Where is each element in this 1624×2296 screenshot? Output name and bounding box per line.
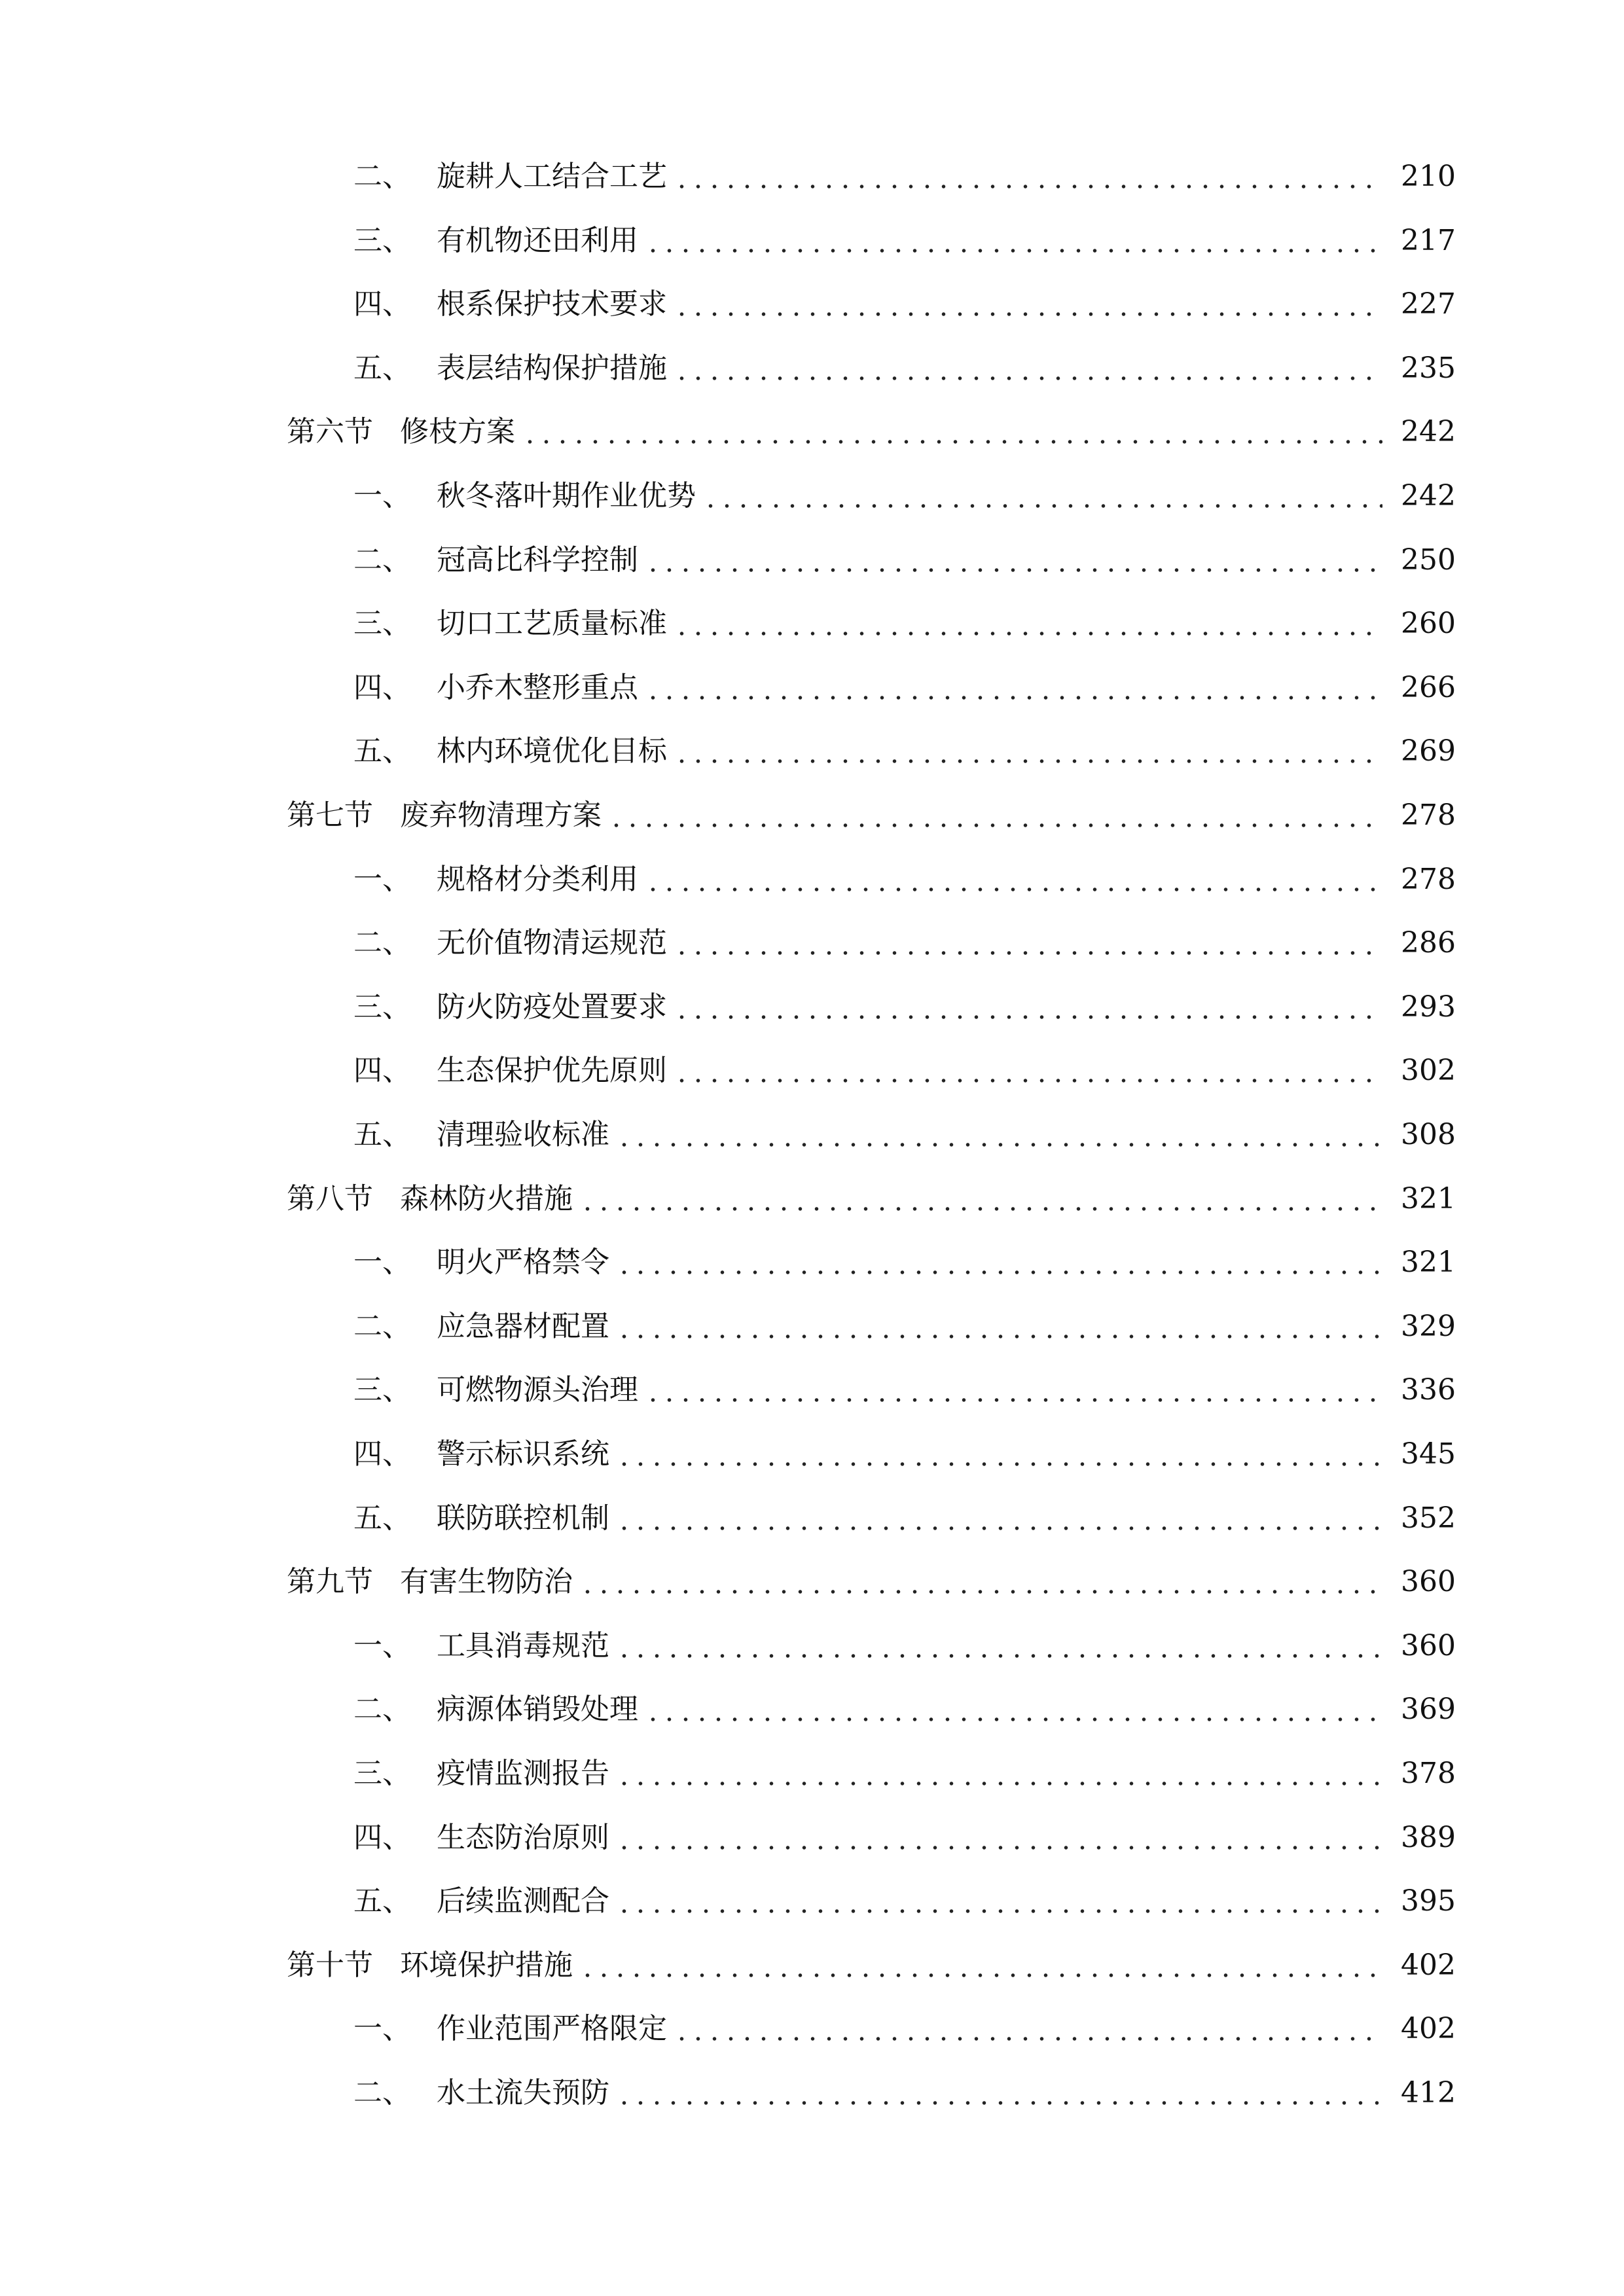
toc-dot-leader	[645, 696, 1382, 700]
toc-page-number: 278	[1401, 798, 1456, 832]
toc-entry-number: 三、	[353, 607, 411, 641]
toc-section-entry[interactable]	[0, 784, 1624, 847]
toc-page-number: 336	[1401, 1373, 1456, 1407]
toc-page-number: 360	[1401, 1628, 1456, 1662]
toc-subsection-entry[interactable]	[0, 465, 1624, 528]
toc-entry-number: 四、	[353, 1054, 411, 1088]
toc-dot-leader	[645, 568, 1382, 572]
toc-entry-label	[0, 479, 696, 512]
toc-entry-label	[0, 1246, 609, 1280]
toc-page-number: 210	[1401, 160, 1456, 193]
toc-entry-number: 一、	[353, 2012, 411, 2046]
toc-entry-number: 二、	[353, 926, 411, 960]
toc-subsection-entry[interactable]	[0, 912, 1624, 975]
toc-page-number: 402	[1401, 1948, 1456, 1982]
toc-entry-number: 一、	[353, 1628, 411, 1662]
toc-entry-label	[0, 1759, 609, 1788]
toc-page-number: 412	[1401, 2076, 1456, 2109]
toc-page-number: 260	[1401, 607, 1456, 641]
toc-subsection-entry[interactable]	[0, 1295, 1624, 1358]
toc-subsection-entry[interactable]	[0, 1615, 1624, 1677]
toc-entry-number: 二、	[353, 543, 411, 577]
toc-entry-label	[0, 1820, 609, 1854]
toc-subsection-entry[interactable]	[0, 2062, 1624, 2125]
toc-page-number: 250	[1401, 543, 1456, 577]
toc-entry-number: 四、	[353, 670, 411, 704]
toc-dot-leader	[645, 1398, 1382, 1402]
toc-page-number: 389	[1401, 1820, 1456, 1854]
toc-entry-label	[0, 926, 667, 960]
toc-dot-leader	[674, 2037, 1382, 2041]
toc-entry-label	[0, 1118, 609, 1151]
toc-dot-leader	[616, 1846, 1382, 1850]
toc-entry-title: 旋耕人工结合工艺	[437, 160, 667, 193]
toc-page-number: 395	[1401, 1884, 1456, 1918]
toc-section-entry[interactable]	[0, 1934, 1624, 1997]
toc-entry-number: 三、	[353, 1757, 411, 1790]
toc-subsection-entry[interactable]	[0, 1039, 1624, 1102]
toc-entry-title: 冠高比科学控制	[437, 543, 638, 577]
toc-entry-title: 警示标识系统	[437, 1437, 609, 1471]
toc-entry-number: 二、	[353, 1693, 411, 1727]
toc-entry-title: 废弃物清理方案	[400, 798, 602, 832]
toc-entry-number: 一、	[353, 1246, 411, 1280]
toc-entry-number: 五、	[353, 1501, 411, 1535]
toc-entry-label	[0, 1693, 638, 1727]
toc-entry-title: 可燃物源头治理	[437, 1373, 638, 1407]
toc-page-number: 269	[1401, 734, 1456, 768]
toc-page-number: 329	[1401, 1309, 1456, 1343]
toc-entry-title: 生态保护优先原则	[437, 1054, 667, 1088]
toc-dot-leader	[616, 1143, 1382, 1147]
toc-subsection-entry[interactable]	[0, 1423, 1624, 1486]
toc-dot-leader	[616, 1462, 1382, 1466]
toc-entry-title: 无价值物清运规范	[437, 926, 667, 960]
toc-entry-number: 五、	[353, 1118, 411, 1151]
toc-subsection-entry[interactable]	[0, 592, 1624, 655]
toc-subsection-entry[interactable]	[0, 976, 1624, 1039]
toc-subsection-entry[interactable]	[0, 1487, 1624, 1550]
toc-entry-title: 疫情监测报告	[437, 1757, 609, 1790]
toc-subsection-entry[interactable]	[0, 273, 1624, 336]
toc-entry-number: 第七节	[287, 798, 373, 832]
toc-subsection-entry[interactable]	[0, 1678, 1624, 1741]
toc-entry-number: 五、	[353, 351, 411, 385]
toc-dot-leader	[616, 2101, 1382, 2105]
toc-subsection-entry[interactable]	[0, 337, 1624, 400]
toc-entry-label	[0, 1565, 573, 1599]
toc-dot-leader	[616, 1526, 1382, 1530]
toc-page-number: 286	[1401, 926, 1456, 960]
toc-dot-leader	[674, 759, 1382, 763]
toc-page-number: 235	[1401, 351, 1456, 385]
toc-entry-label	[0, 543, 638, 577]
toc-entry-title: 表层结构保护措施	[437, 351, 667, 385]
toc-dot-leader	[616, 1782, 1382, 1785]
toc-entry-number: 第十节	[287, 1948, 373, 1982]
toc-entry-label	[0, 1948, 573, 1982]
toc-entry-title: 根系保护技术要求	[437, 287, 667, 321]
toc-entry-number: 四、	[353, 1437, 411, 1471]
toc-entry-label	[0, 415, 515, 449]
toc-entry-title: 工具消毒规范	[437, 1628, 609, 1662]
toc-dot-leader	[645, 249, 1382, 253]
toc-page-number: 402	[1401, 2012, 1456, 2046]
toc-entry-label	[0, 351, 667, 385]
toc-entry-number: 二、	[353, 2076, 411, 2109]
toc-entry-label	[0, 990, 667, 1024]
toc-entry-label	[0, 223, 638, 257]
toc-entry-label	[0, 1884, 609, 1918]
toc-entry-title: 环境保护措施	[400, 1948, 573, 1982]
toc-dot-leader	[645, 888, 1382, 891]
toc-entry-title: 清理验收标准	[437, 1118, 609, 1151]
toc-entry-number: 五、	[353, 1884, 411, 1918]
toc-entry-title: 应急器材配置	[437, 1309, 609, 1343]
toc-subsection-entry[interactable]	[0, 1870, 1624, 1933]
toc-entry-label	[0, 798, 602, 832]
toc-page-number: 278	[1401, 862, 1456, 896]
toc-section-entry[interactable]	[0, 1168, 1624, 1230]
toc-entry-title: 作业范围严格限定	[437, 2012, 667, 2046]
toc-dot-leader	[674, 185, 1382, 188]
toc-page-number: 293	[1401, 990, 1456, 1024]
toc-page-number: 369	[1401, 1693, 1456, 1727]
toc-subsection-entry[interactable]	[0, 209, 1624, 272]
toc-subsection-entry[interactable]	[0, 720, 1624, 783]
toc-page-number: 321	[1401, 1246, 1456, 1280]
toc-entry-number: 三、	[353, 1373, 411, 1407]
toc-page-number: 360	[1401, 1565, 1456, 1599]
toc-entry-title: 明火严格禁令	[437, 1246, 609, 1280]
toc-dot-leader	[522, 440, 1382, 444]
toc-subsection-entry[interactable]	[0, 848, 1624, 911]
toc-dot-leader	[674, 632, 1382, 636]
toc-entry-number: 二、	[353, 1309, 411, 1343]
toc-entry-label	[0, 1437, 609, 1471]
toc-entry-label	[0, 1628, 609, 1662]
toc-page-number: 345	[1401, 1437, 1456, 1471]
toc-entry-number: 三、	[353, 990, 411, 1024]
toc-section-entry[interactable]	[0, 401, 1624, 463]
toc-subsection-entry[interactable]	[0, 1998, 1624, 2060]
toc-entry-title: 病源体销毁处理	[437, 1693, 638, 1727]
toc-entry-label	[0, 1373, 638, 1407]
toc-dot-leader	[702, 504, 1382, 508]
toc-dot-leader	[674, 1079, 1382, 1083]
toc-entry-title: 防火防疫处置要求	[437, 990, 667, 1024]
toc-entry-number: 一、	[353, 862, 411, 896]
toc-entry-number: 三、	[353, 223, 411, 257]
toc-entry-title: 有害生物防治	[400, 1565, 573, 1599]
toc-entry-label	[0, 607, 667, 641]
toc-entry-title: 规格材分类利用	[437, 862, 638, 896]
toc-dot-leader	[608, 823, 1382, 827]
toc-entry-label	[0, 2076, 609, 2109]
toc-page-number: 308	[1401, 1118, 1456, 1151]
toc-entry-number: 第八节	[287, 1181, 373, 1215]
toc-dot-leader	[579, 1590, 1382, 1594]
toc-entry-title: 生态防治原则	[437, 1820, 609, 1854]
toc-entry-number: 二、	[353, 160, 411, 193]
toc-dot-leader	[674, 1015, 1382, 1019]
toc-page-number: 352	[1401, 1501, 1456, 1535]
toc-page-number: 242	[1401, 415, 1456, 449]
toc-subsection-entry[interactable]	[0, 1359, 1624, 1422]
toc-entry-label	[0, 287, 667, 321]
toc-entry-title: 小乔木整形重点	[437, 670, 638, 704]
toc-subsection-entry[interactable]	[0, 1806, 1624, 1869]
toc-page-number: 227	[1401, 287, 1456, 321]
toc-entry-title: 秋冬落叶期作业优势	[437, 479, 696, 512]
toc-dot-leader	[674, 312, 1382, 316]
toc-section-entry[interactable]	[0, 1551, 1624, 1613]
toc-subsection-entry[interactable]	[0, 1103, 1624, 1166]
toc-entry-title: 切口工艺质量标准	[437, 607, 667, 641]
toc-entry-number: 五、	[353, 734, 411, 768]
toc-subsection-entry[interactable]	[0, 1231, 1624, 1294]
toc-dot-leader	[674, 951, 1382, 955]
toc-entry-label	[0, 162, 667, 191]
toc-entry-title: 联防联控机制	[437, 1501, 609, 1535]
toc-dot-leader	[616, 1654, 1382, 1658]
toc-entry-label	[0, 670, 638, 704]
toc-entry-label	[0, 734, 667, 768]
toc-entry-number: 四、	[353, 287, 411, 321]
toc-page-number: 217	[1401, 223, 1456, 257]
toc-dot-leader	[674, 376, 1382, 380]
toc-entry-number: 第九节	[287, 1565, 373, 1599]
toc-entry-title: 水土流失预防	[437, 2076, 609, 2109]
toc-subsection-entry[interactable]	[0, 145, 1624, 208]
toc-dot-leader	[579, 1207, 1382, 1211]
toc-entry-title: 有机物还田利用	[437, 223, 638, 257]
toc-entry-number: 第六节	[287, 415, 373, 449]
toc-page-number: 321	[1401, 1181, 1456, 1215]
toc-entry-title: 后续监测配合	[437, 1884, 609, 1918]
toc-entry-label	[0, 1501, 609, 1535]
toc-subsection-entry[interactable]	[0, 1742, 1624, 1805]
toc-page-number: 302	[1401, 1054, 1456, 1088]
toc-subsection-entry[interactable]	[0, 529, 1624, 592]
toc-page-number: 242	[1401, 479, 1456, 512]
toc-entry-number: 一、	[353, 479, 411, 512]
toc-entry-number: 四、	[353, 1820, 411, 1854]
toc-entry-title: 修枝方案	[400, 415, 515, 449]
toc-entry-label	[0, 1309, 609, 1343]
toc-entry-label	[0, 862, 638, 896]
toc-entry-label	[0, 1054, 667, 1088]
toc-dot-leader	[616, 1270, 1382, 1274]
toc-page-number: 378	[1401, 1757, 1456, 1790]
toc-dot-leader	[579, 1973, 1382, 1977]
toc-subsection-entry[interactable]	[0, 656, 1624, 719]
toc-dot-leader	[616, 1909, 1382, 1913]
toc-entry-title: 林内环境优化目标	[437, 734, 667, 768]
toc-entry-label	[0, 2012, 667, 2046]
toc-dot-leader	[645, 1717, 1382, 1721]
toc-page-number: 266	[1401, 670, 1456, 704]
toc-entry-label	[0, 1181, 573, 1215]
toc-dot-leader	[616, 1335, 1382, 1338]
toc-entry-title: 森林防火措施	[400, 1181, 573, 1215]
